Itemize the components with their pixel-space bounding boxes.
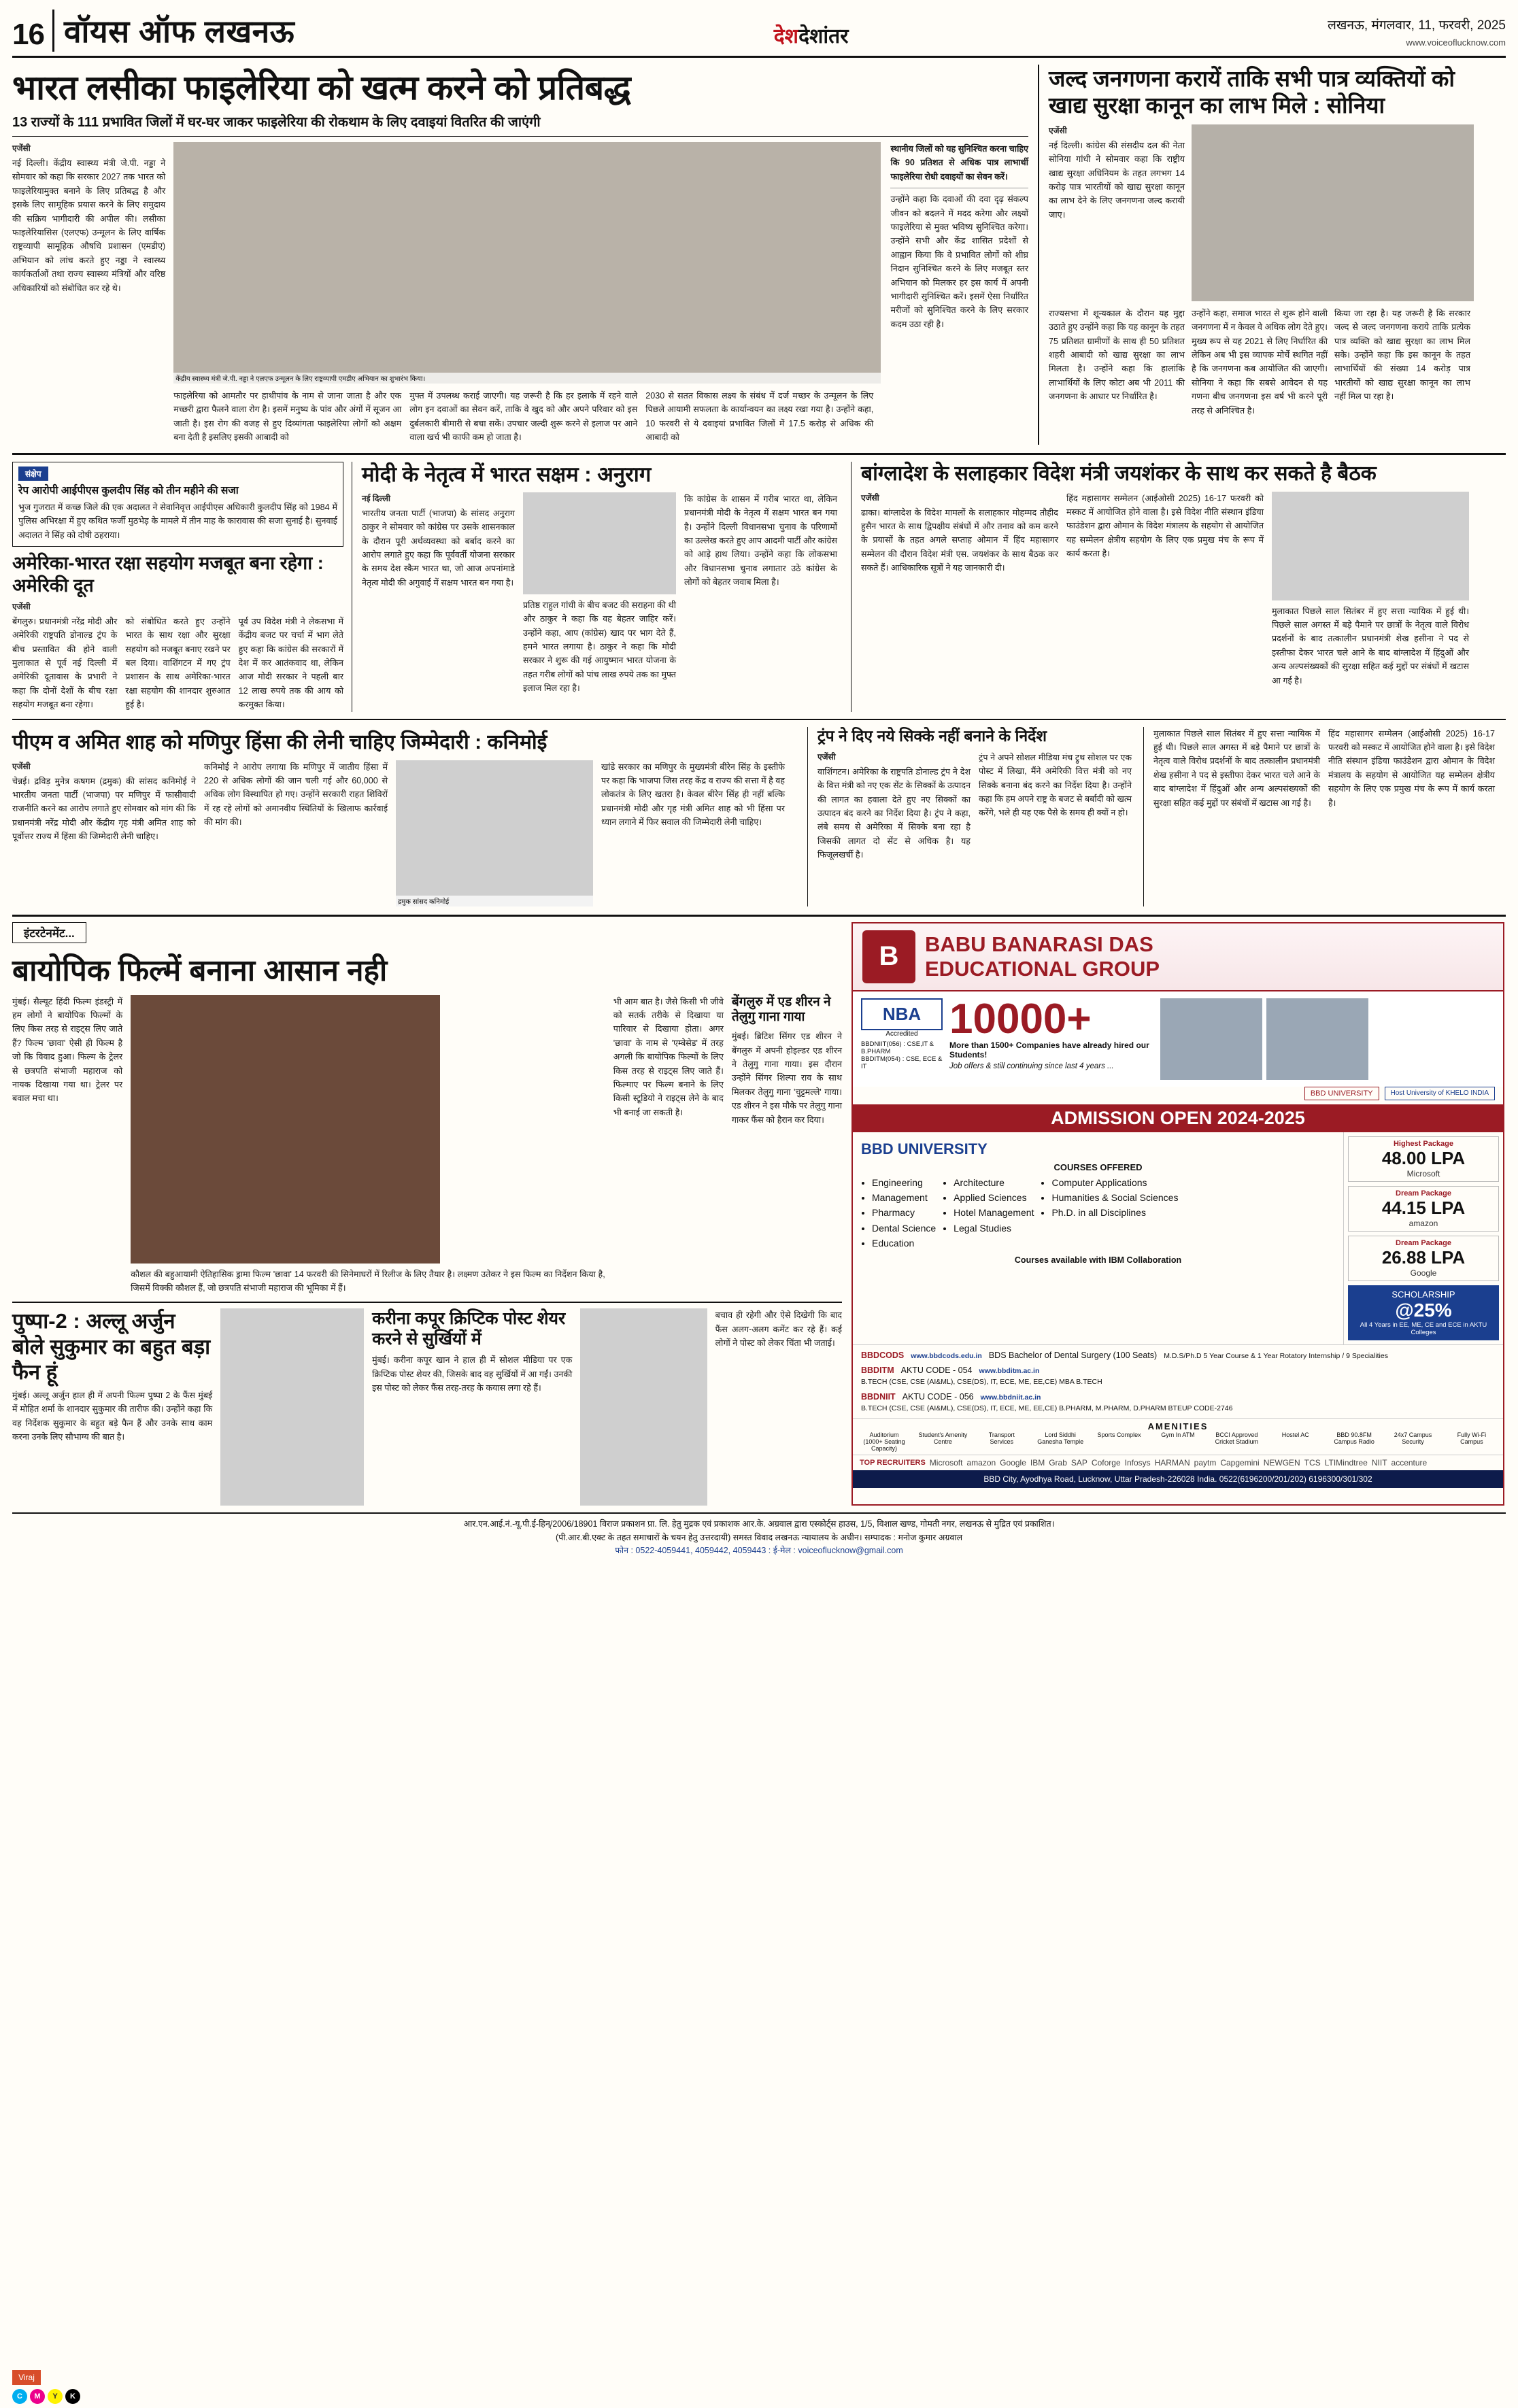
r2a-byline: एजेंसी bbox=[12, 601, 31, 611]
recruiter-item: paytm bbox=[1194, 1458, 1217, 1468]
course-item: • Computer Applications bbox=[1051, 1175, 1178, 1190]
recruiter-item: IBM bbox=[1030, 1458, 1045, 1468]
cmyk-m: M bbox=[30, 2389, 45, 2404]
college-codes bbox=[853, 1344, 1503, 1419]
ad-address: BBD City, Ayodhya Road, Lucknow, Uttar Pradesh-226028 India. bbox=[983, 1474, 1217, 1485]
job-offers-line: Job offers & still continuing since last 4 years ... bbox=[949, 1062, 1114, 1070]
lead-column-1 bbox=[12, 142, 165, 445]
r2c-byline: एजेंसी bbox=[861, 492, 879, 503]
nba-accreditation bbox=[861, 998, 943, 1080]
website-url[interactable]: www.voiceoflucknow.com bbox=[1406, 37, 1506, 48]
ent-c2: भी आम बात है। जैसे किसी भी जीवे को सतर्क तरीके से दिखाया या पारिवार से दिखाया होता। अगर 'छावा' के नाम से 'एम्बेसेड' में तरह अगली कि बायोपिक फिल्मों के लिए किस तरह से राइट्स लिए जाते हैं। फिल्माए पर फिल्म बनाने के लिए किसी स्टूडियो ने राइट्स लेने के बाद भी बनाई जा सकती है। bbox=[613, 996, 724, 1117]
r3b-c1: वाशिंगटन। अमेरिका के राष्ट्रपति डोनाल्ड ट्रंप ने देश के वित्त मंत्री को नए एक सेंट के सिक्कों के उत्पादन की लागत का हवाला देते हुए नए सिक्कों का उत्पादन बंद करने का निर्देश दिया है। ट्रंप ने कहा, लंबे समय से अमेरिका में सिक्के बना रहा है जिसकी लागत दो सेंट से अधिक है। यह फिजूलखर्ची है। bbox=[817, 766, 971, 860]
package-value: 26.88 LPA bbox=[1381, 1247, 1466, 1268]
r3b-c2: ट्रंप ने अपने सोशल मीडिया मंच ट्रुथ सोशल पर एक पोस्ट में लिखा, मैंने अमेरिकी वित्त मंत्री को नए सिक्के बनाना बंद करने का निर्देश दिया है। उन्होंने कहा कि हम अपने राष्ट्र के बजट से बर्बादी को खत्म करेंगे, भले ही यह एक पैसे के समय ही क्यों न हो। bbox=[979, 752, 1132, 818]
college-name: BBDITM bbox=[861, 1366, 894, 1376]
recruiter-item: SAP bbox=[1070, 1458, 1087, 1468]
scholarship-card bbox=[1348, 1285, 1499, 1340]
package-company: amazon bbox=[1409, 1218, 1438, 1228]
amenity-item: Fully Wi-Fi Campus bbox=[1457, 1431, 1487, 1446]
r2a-headline: अमेरिका-भारत रक्षा सहयोग मजबूत बना रहेगा : अमेरिकी दूत bbox=[12, 553, 324, 596]
nba-badge: NBA bbox=[861, 998, 943, 1030]
accred-line-2: BBDITM(054) : CSE, ECE & IT bbox=[861, 1055, 943, 1070]
bbd-logo-icon: B bbox=[862, 930, 915, 983]
lead-under3: 2030 से सतत विकास लक्ष्य के संबंध में दर्ज मच्छर के उन्मूलन के लिए पिछले आयामी सफलता के कार्यान्वयन का लक्ष्य रखा गया है। उन्होंने कहा, 10 फरवरी से ये दवाइयां प्रभावित जिलों में 17.5 करोड़ से अधिक की आबादी को bbox=[645, 391, 874, 443]
ent-headline: बायोपिक फिल्में बनाना आसान नही bbox=[12, 953, 388, 987]
r3a-c3: खांडे सरकार का मणिपुर के मुख्यमंत्री बीरेन सिंह के इस्तीफे पर कहा कि भाजपा जिस तरह केंद्र व राज्य की सत्ता में है वह लोकतंत्र के लिए खतरा है। केवल बीरेन सिंह ही नहीं बल्कि प्रधानमंत्री मोदी और गृह मंत्री अमित शाह को भी हिंसा पर ध्यान लगाने में फिर सवाल की जिम्मेदारी लेनी चाहिए। bbox=[601, 762, 785, 828]
us-india-defence-story bbox=[12, 462, 352, 712]
courses-column-3 bbox=[1041, 1175, 1178, 1251]
sankshep-tag: संक्षेप bbox=[18, 467, 48, 481]
amenity-item: Auditorium (1000+ Seating Capacity) bbox=[863, 1431, 905, 1453]
masthead-meta bbox=[1328, 16, 1506, 52]
sankshep-box bbox=[12, 462, 343, 547]
sonia-column-1 bbox=[1049, 124, 1185, 301]
scholarship-label: SCHOLARSHIP bbox=[1392, 1289, 1455, 1300]
r2c-c2: हिंद महासागर सम्मेलन (आईओसी 2025) 16-17 फरवरी को मस्कट में आयोजित होने वाला है। इसे विदेश नीति संस्थान इंडिया फाउंडेशन द्वारा ओमान के विदेश मंत्रालय के सहयोग से आयोजित यह सम्मेलन क्षेत्रीय सहयोग के लिए एक प्रमुख मंच के रूप में कार्य करता है। bbox=[1066, 493, 1264, 559]
recruiter-item: accenture bbox=[1391, 1458, 1428, 1468]
publication-title: वॉयस ऑफ लखनऊ bbox=[63, 14, 295, 49]
sonia-column-2 bbox=[1049, 307, 1185, 418]
pushpa-c2: मुंबई। करीना कपूर खान ने हाल ही में सोशल मीडिया पर एक क्रिप्टिक पोस्ट शेयर की, जिसके बाद वह सुर्खियों में आ गईं। उनकी इस पोस्ट को लेकर फैंस तरह-तरह के कयास लगा रहे हैं। bbox=[372, 1355, 573, 1393]
sonia-column-3 bbox=[1192, 307, 1328, 418]
trump-coins-story bbox=[817, 727, 1144, 906]
course-item: • Management bbox=[872, 1190, 936, 1205]
college-line: AKTU CODE - 056 bbox=[902, 1391, 974, 1402]
college-line: BDS Bachelor of Dental Surgery (100 Seats) bbox=[988, 1350, 1158, 1360]
pushpa-section bbox=[12, 1302, 842, 1506]
recruiter-item: Google bbox=[1000, 1458, 1026, 1468]
lead-right-kicker: स्थानीय जिलों को यह सुनिश्चित करना चाहिए कि 90 प्रतिशत से अधिक पात्र लाभार्थी फाइलेरिया रोधी दवाइयों का सेवन करें। bbox=[890, 144, 1028, 182]
row-three bbox=[12, 719, 1506, 906]
footer-line-2: (पी.आर.बी.एक्ट के तहत समाचारों के चयन हेतु उत्तरदायी) समस्त विवाद लखनऊ न्यायालय के अधीन। सम्पादक : मनोज कुमार अग्रवाल bbox=[555, 1532, 963, 1542]
chhaava-poster-photo bbox=[131, 995, 440, 1264]
course-item: • Applied Sciences bbox=[954, 1190, 1034, 1205]
cmyk-c: C bbox=[12, 2389, 27, 2404]
course-item: • Engineering bbox=[872, 1175, 936, 1190]
masthead bbox=[12, 10, 1506, 58]
entertainment-section bbox=[12, 915, 1506, 1506]
ad-highlights bbox=[853, 991, 1503, 1087]
r2a-c1: बेंगलुरु। प्रधानमंत्री नरेंद्र मोदी और अमेरिकी राष्ट्रपति डोनाल्ड ट्रंप के बीच प्रस्तावित की होने वाली मुलाकात से पूर्व नई दिल्ली में अमेरिकी दूतावास के प्रभारी ने कहा कि दोनों देशों के बीच रक्षा सहयोग मजबूत बना रहेगा। bbox=[12, 616, 118, 710]
placement-caption: More than 1500+ Companies have already hired our Students! bbox=[949, 1040, 1149, 1059]
package-card bbox=[1348, 1186, 1499, 1232]
r2c-headline: बांग्लादेश के सलाहकार विदेश मंत्री जयशंकर के साथ कर सकते है बैठक bbox=[861, 462, 1377, 485]
ad-header bbox=[853, 923, 1503, 991]
kanimozhi-photo-caption: द्रमुक सांसद कनिमोई bbox=[396, 896, 593, 906]
campus-photo-1 bbox=[1160, 998, 1262, 1080]
package-value: 48.00 LPA bbox=[1381, 1147, 1466, 1168]
sonia-c3: उन्होंने कहा, समाज भारत से शुरू होने वाली जनगणना में न केवल वे अधिक लोग देते हुए। मुख्य रूप से यह 2021 से लिए निर्धारित की लेकिन अब भी इस व्यापक मोर्चे स्थगित नहीं है कि जनगणना कब आयोजित की जाएगी। सोनिया ने कहा कि सबसे आवेदन से यह गणना बीच जनगणना इस वर्ष भी करने पूरी तरह से अनिश्चित है। bbox=[1192, 308, 1328, 416]
r2b-headline: मोदी के नेतृत्व में भारत सक्षम : अनुराग bbox=[362, 462, 652, 486]
r3b-headline: ट्रंप ने दिए नये सिक्के नहीं बनाने के निर्देश bbox=[817, 726, 1047, 745]
campus-photos bbox=[1160, 998, 1368, 1080]
khelo-india-badge: Host University of KHELO INDIA bbox=[1385, 1087, 1495, 1100]
ibm-collab-line: Courses available with IBM Collaboration bbox=[1014, 1255, 1182, 1265]
page-number: 16 bbox=[12, 18, 44, 51]
course-item: • Ph.D. in all Disciplines bbox=[1051, 1205, 1178, 1220]
admission-banner: ADMISSION OPEN 2024-2025 bbox=[853, 1104, 1503, 1132]
lead-photo-caption: केंद्रीय स्वास्थ्य मंत्री जे.पी. नड्डा ने एलएफ उन्मूलन के लिए राष्ट्रव्यापी एमडीए अभियान का शुभारंभ किया। bbox=[173, 373, 881, 384]
lead-right-column bbox=[890, 142, 1028, 445]
college-site[interactable]: www.bbdniit.ac.in bbox=[980, 1393, 1041, 1402]
package-company: Microsoft bbox=[1406, 1168, 1440, 1178]
courses-column-2 bbox=[943, 1175, 1034, 1251]
r3a-c2: कनिमोई ने आरोप लगाया कि मणिपुर में जातीय हिंसा में 220 से अधिक लोगों की जान चली गई और 60,000 से अधिक लोग विस्थापित हो गए। उन्होंने सरकारी राहत शिविरों में रह रहे लोगों को अमानवीय स्थितियों के खिलाफ कार्रवाई की मांग की। bbox=[204, 762, 388, 828]
course-item: • Legal Studies bbox=[954, 1221, 1034, 1236]
top-band bbox=[12, 65, 1506, 445]
r3a-headline: पीएम व अमित शाह को मणिपुर हिंसा की लेनी चाहिए जिम्मेदारी : कनिमोई bbox=[12, 730, 547, 753]
sonia-photo bbox=[1192, 124, 1474, 301]
kareena-kapoor-photo bbox=[580, 1308, 707, 1506]
row-two bbox=[12, 453, 1506, 712]
course-item: • Education bbox=[872, 1236, 936, 1251]
course-item: • Dental Science bbox=[872, 1221, 936, 1236]
r2a-c3: पूर्व उप विदेश मंत्री ने लेकसभा में केंद्रीय बजट पर चर्चा में भाग लेते हुए कहा कि कांग्रेस की सरकारों में देश में कर आतंकवाद था, लेकिन आज मोदी सरकार ने पहली बार 12 लाख रुपये तक की आय को करमुक्त किया। bbox=[238, 616, 343, 710]
sonia-c4: किया जा रहा है। यह जरूरी है कि सरकार जल्द से जल्द जनगणना कराये ताकि प्रत्येक पात्र व्यक्ति को खाद्य सुरक्षा का लाभ मिल सके। उन्होंने कहा कि इस कानून के तहत लाभार्थियों की संख्या 14 करोड़ पात्र भारतीयों को खाद्य सुरक्षा कानून का लाभ नहीं मिल पा रहा है। bbox=[1334, 308, 1470, 402]
pushpa-headline: पुष्पा-2 : अल्लू अर्जुन बोले सुकुमार का बहुत बड़ा फैन हूं bbox=[12, 1309, 211, 1384]
lead-under1: फाइलेरिया को आमतौर पर हाथीपांव के नाम से जाना जाता है और एक मच्छरी द्वारा फैलने वाला रोग है। इसमें मनुष्य के पांव और अंगों में सूजन आ जाती है। इस रोग की वजह से हुए दिव्यांगता फाइलेरिया लोगों को अक्षम बना देती है इसलिए इसकी आबादी को bbox=[173, 391, 402, 443]
entertainment-left bbox=[12, 922, 842, 1506]
amenity-item: Transport Services bbox=[988, 1431, 1015, 1446]
viraj-logo-icon: Viraj bbox=[12, 2370, 41, 2385]
kanimozhi-story bbox=[12, 727, 808, 906]
amenity-item: Student's Amenity Centre bbox=[918, 1431, 968, 1446]
dateline: लखनऊ, मंगलवार, 11, फरवरी, 2025 bbox=[1328, 18, 1506, 33]
lead-story bbox=[12, 65, 1039, 445]
college-name: BBDNIIT bbox=[861, 1391, 896, 1402]
ad-group-sub: EDUCATIONAL GROUP bbox=[925, 956, 1160, 981]
recruiter-item: Capgemini bbox=[1220, 1458, 1260, 1468]
recruiter-item: Coforge bbox=[1091, 1458, 1121, 1468]
sonia-story bbox=[1049, 65, 1484, 445]
recruiter-item: Infosys bbox=[1124, 1458, 1151, 1468]
r2b-c3: कि कांग्रेस के शासन में गरीब भारत था, लेकिन प्रधानमंत्री मोदी के नेतृत्व में सक्षम भारत बन गया है। उन्होंने दिल्ली विधानसभा चुनाव के परिणामों का उल्लेख करते हुए आप आदमी पार्टी और कांग्रेस को आड़े हाथ लिया। उन्होंने कहा कि लोकसभा और विधानसभा चुनाव लगातार उठे कांग्रेस के लोगों को बेहतर जवाब मिला है। bbox=[684, 494, 837, 588]
r2b-byline: नई दिल्ली bbox=[362, 493, 391, 503]
r2b-c2: प्रतिष्ठ राहुल गांधी के बीच बजट की सराहना की थी और ठाकुर ने कहा कि वह बेहतर जाहिर करें। उन्होंने कहा, आप (कांग्रेस) खाद पर भाग देते हैं, हमने भारत लगाया है। ठाकुर ने कहा कि मोदी सरकार ने शुरू की गई आयुष्मान भारत योजना के तहत गरीब लोगों को पांच लाख रुपये तक का मुफ्त इलाज मिल रहा है। bbox=[523, 600, 676, 694]
ent-col-3 bbox=[732, 995, 842, 1295]
sankshep-body: भुज गुजरात में कच्छ जिले की एक अदालत ने सेवानिवृत्त आईपीएस अधिकारी कुलदीप सिंह को 1984 में पुलिस अभिरक्षा में हुए कथित फर्जी मुठभेड़ के मामले में तीन माह के कारावास की सजा सुनाई है। सुनवाई अदालत ने सिंह को दोषी ठहराया। bbox=[18, 502, 337, 540]
packages-block bbox=[1343, 1132, 1503, 1344]
accred-line-1: BBDNIIT(056) : CSE,IT & B.PHARM bbox=[861, 1040, 934, 1055]
kareena-headline: करीना कपूर क्रिप्टिक पोस्ट शेयर करने से सुर्खियों में bbox=[372, 1309, 566, 1349]
ent-photo-wrap bbox=[131, 995, 605, 1295]
ed-sheeran-headline: बेंगलुरु में एड शीरन ने तेलुगु गाना गाया bbox=[731, 994, 831, 1025]
r2b-c1: भारतीय जनता पार्टी (भाजपा) के सांसद अनुराग ठाकुर ने सोमवार को कांग्रेस पर उसके शासनकाल के दौरान पूरी अर्थव्यवस्था को बर्बाद करने का आरोप लगाते हुए कहा कि पूर्ववर्ती योजना सरकार के समय देश स्कैम भारत था, जो आज अपनांमाडे नेतृत्व मोदी की अगुवाई में सक्षम भारत बन गया है। bbox=[362, 508, 515, 588]
anurag-story bbox=[362, 462, 851, 712]
bbd-university-badge: BBD UNIVERSITY bbox=[1304, 1087, 1379, 1100]
lead-col1-text: नई दिल्ली। केंद्रीय स्वास्थ्य मंत्री जे.पी. नड्डा ने सोमवार को कहा कि सरकार 2027 तक भारत को फाइलेरियामुक्त बनाने के लिए प्रतिबद्ध है और इसके लिए सामूहिक प्रयास करने के लिए समुदाय की सक्रिय भागीदारी की अपील की। लसीका फाइलेरियासिस (एलएफ) उन्मूलन के लिए वार्षिक राष्ट्रव्यापी सामूहिक औषधि प्रशासन (एमडीए) अभियान को लांच करते हुए नड्डा ने स्वास्थ्य कार्यकर्ताओं तथा राज्य स्वास्थ्य मंत्रियों और वरिष्ठ अधिकारियों को संबोधित कर रहे थे। bbox=[12, 158, 166, 293]
lead-headline: भारत लसीका फाइलेरिया को खत्म करने को प्रतिबद्ध bbox=[12, 69, 631, 107]
r3c-c2: हिंद महासागर सम्मेलन (आईओसी 2025) 16-17 फरवरी को मस्कट में आयोजित होने वाला है। इसे विदेश नीति संस्थान इंडिया फाउंडेशन द्वारा ओमान के विदेश मंत्रालय के सहयोग से आयोजित यह सम्मेलन क्षेत्रीय सहयोग के लिए एक प्रमुख मंच के रूप में कार्य करता है। bbox=[1328, 728, 1495, 808]
lead-photo bbox=[173, 142, 881, 384]
package-label: Dream Package bbox=[1396, 1238, 1451, 1247]
r3b-byline: एजेंसी bbox=[817, 751, 836, 762]
lead-byline: एजेंसी bbox=[12, 143, 31, 153]
footer-line-1: आर.एन.आई.नं.-यू.पी.ई-हिन्/2006/18901 विराज प्रकाशन प्रा. लि. हेतु मुद्रक एवं प्रकाशक आर.के. अग्रवाल द्वारा एस्कोर्ट्स हाउस, 1/5, विशाल खण्ड, गोमती नगर, लखनऊ से मुद्रित एवं प्रकाशित। bbox=[463, 1519, 1055, 1529]
courses-offered-title: COURSES OFFERED bbox=[1053, 1161, 1143, 1172]
pushpa-c1: मुंबई। अल्लू अर्जुन हाल ही में अपनी फिल्म पुष्पा 2 के फैंस मुंबई में मोहित शर्मा के शानदार सुकुमार की तारीफ की। उन्होंने कहा कि वह निर्देशक सुकुमार के बहुत बड़े फैन हैं और उनके साथ काम करना उनके लिए सौभाग्य की बात है। bbox=[12, 1390, 213, 1442]
amenities-block bbox=[853, 1418, 1503, 1455]
recruiter-item: Microsoft bbox=[929, 1458, 963, 1468]
ent-col-2 bbox=[613, 995, 724, 1295]
college-site[interactable]: www.bbdcods.edu.in bbox=[911, 1351, 982, 1360]
nba-sub: Accredited bbox=[885, 1030, 918, 1038]
amenity-item: Gym In ATM bbox=[1161, 1431, 1195, 1439]
lead-under2: मुफ्त में उपलब्ध कराई जाएगी। यह जरूरी है कि हर इलाके में रहने वाले लोग इन दवाओं का सेवन करें, ताकि वे खुद को और अपने परिवार को इस दुर्बलकारी बीमारी से बचा सकें। उपचार जल्दी शुरू करने से इलाज पर आने वाला खर्च भी काफी कम हो जाता है। bbox=[409, 391, 638, 443]
r3a-byline: एजेंसी bbox=[12, 761, 31, 771]
course-item: • Architecture bbox=[954, 1175, 1034, 1190]
package-card bbox=[1348, 1136, 1499, 1182]
lead-middle bbox=[173, 142, 882, 445]
college-site[interactable]: www.bbditm.ac.in bbox=[979, 1367, 1040, 1376]
amenity-item: BCCI Approved Cricket Stadium bbox=[1215, 1431, 1259, 1446]
scholarship-value: @25% bbox=[1395, 1299, 1452, 1321]
college-extra: B.TECH (CSE, CSE (AI&ML), CSE(DS), IT, ECE, ME, EE,CE) B.PHARM, M.PHARM, D.PHARM BTEUP CODE-2746 bbox=[861, 1404, 1233, 1412]
cmyk-y: Y bbox=[48, 2389, 63, 2404]
row3-overflow bbox=[1153, 727, 1500, 906]
package-value: 44.15 LPA bbox=[1381, 1197, 1466, 1218]
sonia-headline: जल्द जनगणना करायें ताकि सभी पात्र व्यक्तियों को खाद्य सुरक्षा कानून का लाभ मिले : सोनिया bbox=[1049, 66, 1455, 118]
r2a-c2: को संबोधित करते हुए उन्होंने भारत के साथ रक्षा और सुरक्षा सहयोग को मजबूत बनाए रखने पर बल दिया। वाशिंगटन में गए ट्रंप प्रशासन के साथ अमेरिका-भारत रक्षा सहयोग की शानदार शुरुआत हुई है। bbox=[125, 616, 231, 710]
recruiter-item: LTIMindtree bbox=[1324, 1458, 1368, 1468]
college-extra: M.D.S/Ph.D 5 Year Course & 1 Year Rotatory Internship / 9 Specialities bbox=[1164, 1351, 1388, 1360]
cmyk-registration-marks bbox=[12, 2389, 80, 2404]
recruiter-item: Grab bbox=[1049, 1458, 1067, 1468]
r3a-c1: चेन्नई। द्रविड़ मुनेत्र कषगम (द्रमुक) की सांसद कनिमोई ने भारतीय जनता पार्टी (भाजपा) पर मणिपुर में फासीवादी राजनीति करने का आरोप लगाते हुए सोमवार को मांग की कि प्रधानमंत्री नरेंद्र मोदी और केंद्रीय गृह मंत्री अमित शाह को पूर्वोत्तर राज्य में हिंसा की जिम्मेदारी लेनी चाहिए। bbox=[12, 776, 196, 842]
course-item: • Hotel Management bbox=[954, 1205, 1034, 1220]
college-extra: B.TECH (CSE, CSE (AI&ML), CSE(DS), IT, ECE, ME, EE,CE) MBA B.TECH bbox=[861, 1378, 1102, 1387]
sonia-c2: राज्यसभा में शून्यकाल के दौरान यह मुद्दा उठाते हुए उन्होंने कहा कि यह कानून के तहत 75 प्रतिशत ग्रामीणों के साथ ही 50 प्रतिशत शहरी आबादी को खाद्य सुरक्षा का लाभ मिलता है। उन्होंने कहा कि हालांकि लाभार्थियों के लिए कोटा अब भी 2011 की जनगणना के आधार पर निर्धारित है। bbox=[1049, 308, 1185, 402]
allu-arjun-photo bbox=[220, 1308, 364, 1506]
lead-right-text: उन्होंने कहा कि दवाओं की दवा दृढ़ संकल्प जीवन को बदलने में मदद करेगा और लक्ष्यों फाइलेरिया से मुक्त भविष्य सुनिश्चित करेगा। उन्होंने सभी और केंद्र शासित प्रदेशों से आह्वान किया कि वे प्रभावित लोगों को शीघ्र निदान सुनिश्चित करने के लिए मजबूत स्तर अभियान को मिलकर हर इस कार्य में अपनी भागीदारी सुनिश्चित करें। इसमें ऐसा निर्धारित मरीजों को सुनिश्चित करने के लिए सरकार कदम उठा रही है। bbox=[890, 194, 1028, 329]
ad-group-name: BABU BANARASI DAS bbox=[925, 932, 1153, 956]
amenity-item: 24x7 Campus Security bbox=[1394, 1431, 1432, 1446]
bangladesh-story bbox=[861, 462, 1494, 712]
printer-logo bbox=[12, 2370, 41, 2385]
amenities-title: AMENITIES bbox=[1147, 1421, 1209, 1432]
package-card bbox=[1348, 1236, 1499, 1281]
ad-phones: 0522(6196200/201/202) 6196300/301/302 bbox=[1219, 1474, 1372, 1485]
sonia-byline: एजेंसी bbox=[1049, 125, 1067, 135]
college-line: AKTU CODE - 054 bbox=[900, 1366, 973, 1376]
courses-column-1 bbox=[861, 1175, 936, 1251]
recruiter-item: NIIT bbox=[1371, 1458, 1387, 1468]
recruiter-item: amazon bbox=[966, 1458, 996, 1468]
recruiter-item: TCS bbox=[1304, 1458, 1321, 1468]
scholarship-note: All 4 Years in EE, ME, CE and ECE in AKTU Colleges bbox=[1360, 1321, 1487, 1336]
course-item: • Pharmacy bbox=[872, 1205, 936, 1220]
ent-col-1 bbox=[12, 995, 122, 1295]
entertainment-tag: इंटरटेनमेंट... bbox=[12, 922, 86, 943]
package-label: Dream Package bbox=[1396, 1189, 1451, 1198]
jaishankar-photo bbox=[1272, 492, 1469, 600]
recruiter-item: HARMAN bbox=[1154, 1458, 1190, 1468]
campus-photo-2 bbox=[1266, 998, 1368, 1080]
sankshep-title: रेप आरोपी आईपीएस कुलदीप सिंह को तीन महीने की सजा bbox=[18, 484, 239, 496]
sonia-c1: नई दिल्ली। कांग्रेस की संसदीय दल की नेता सोनिया गांधी ने सोमवार कहा कि राष्ट्रीय खाद्य सुरक्षा अधिनियम के तहत लगभग 14 करोड़ पात्र भारतीयों को खाद्य सुरक्षा कानून का लाभ देने के लिए जनगणना जल्द करायी जाए। bbox=[1049, 140, 1185, 220]
package-label: Highest Package bbox=[1393, 1139, 1454, 1148]
page-footer bbox=[12, 1512, 1506, 1557]
bbd-advertisement[interactable] bbox=[851, 922, 1504, 1506]
bbd-university-title: BBD UNIVERSITY bbox=[861, 1140, 988, 1157]
package-company: Google bbox=[1410, 1268, 1437, 1278]
sonia-column-4 bbox=[1334, 307, 1470, 418]
recruiters-label: TOP RECRUITERS bbox=[860, 1459, 926, 1468]
section-title-red: देश bbox=[773, 25, 799, 48]
amenity-item: Hostel AC bbox=[1281, 1431, 1309, 1439]
ent-c4: मुंबई। ब्रिटिश सिंगर एड शीरन ने बेंगलुरु में अपनी होइल्डर एड शीरन ने तेलुगु गाना गाया। इस दौरान उन्होंने सिंगर शिल्पा राव के साथ मिलकर तेलुगु गाना 'चुट्टमल्ले' गाया। एड शीरन ने इस मौके पर तेलुगु गाना गाकर फैंस को हैरान कर दिया। bbox=[731, 1032, 842, 1125]
pushpa-c3: बचाव ही रहेगी और ऐसे दिखेगी कि बाद फैंस अलग-अलग कमेंट कर रहे हैं। कई लोगों ने पोस्ट को लेकर चिंता भी जताई। bbox=[715, 1310, 842, 1349]
kanimozhi-photo bbox=[396, 760, 593, 906]
course-item: • Humanities & Social Sciences bbox=[1051, 1190, 1178, 1205]
section-title bbox=[294, 21, 1328, 52]
lead-subhead: 13 राज्यों के 111 प्रभावित जिलों में घर-घर जाकर फाइलेरिया की रोकथाम के लिए दवाइयां वितरित की जाएंगी bbox=[12, 112, 1028, 137]
amenity-item: Sports Complex bbox=[1097, 1431, 1141, 1439]
r2c-c1: ढाका। बांग्लादेश के विदेश मामलों के सलाहकार मोहम्मद तौहीद हुसैन भारत के साथ द्विपक्षीय संबंधों में और तनाव को कम करने के प्रयासों के तहत अगले सप्ताह ओमान में हिंद महासागर सम्मेलन की दौरान विदेश मंत्री एस. जयशंकर के साथ बैठक कर सकते हैं। आधिकारिक सूत्रों ने यह जानकारी दी। bbox=[861, 507, 1058, 573]
r2c-c3: मुलाकात पिछले साल सितंबर में हुए सत्ता न्यायिक में हुई थी। पिछले साल अगस्त में बड़े पैमाने पर छात्रों के नेतृत्व वाले विरोध प्रदर्शनों के बाद तत्कालीन प्रधानमंत्री शेख हसीना ने पद से इस्तीफा देकर भारत चले आने के बाद बांग्लादेश में हिंदुओं और अन्य अल्पसंख्यकों की सुरक्षा सहित कई मुद्दों पर संबंधों में खटास आ गई है। bbox=[1272, 606, 1469, 685]
amenity-item: Lord Siddhi Ganesha Temple bbox=[1037, 1431, 1084, 1446]
placement-count: 10000+ bbox=[949, 995, 1092, 1042]
recruiters-block bbox=[853, 1455, 1503, 1470]
ent-c3: कौशल की बहुआयामी ऐतिहासिक ड्रामा फिल्म 'छावा' 14 फरवरी की सिनेमाघरों में रिलीज के लिए तैयार है। लक्ष्मण उतेकर ने इस फिल्म का निर्देशन किया है, जिसमें विक्की कौशल हैं, जो छत्रपति संभाजी महाराज की भूमिका में हैं। bbox=[131, 1269, 605, 1293]
ent-c1: मुंबई। सैल्यूट हिंदी फिल्म इंडस्ट्री में हम लोगों ने बायोपिक फिल्मों के लिए किस तरह से राइट्स लिए जाते हैं? फिल्म 'छावा' ऐसी ही फिल्म है जो कि विवाद हुआ। फिल्म के ट्रेलर से छत्रपति संभाजी महाराज को नायक दिखाया गया था। ट्रेलर पर बवाल मचा था। bbox=[12, 996, 123, 1104]
masthead-divider bbox=[52, 10, 54, 52]
courses-block bbox=[853, 1132, 1343, 1344]
ad-footer bbox=[853, 1470, 1503, 1488]
amenity-item: BBD 90.8FM Campus Radio bbox=[1334, 1431, 1374, 1446]
anurag-photo bbox=[523, 492, 676, 594]
footer-line-3[interactable]: फोन : 0522-4059441, 4059442, 4059443 : ई-मेल : voiceoflucknow@gmail.com bbox=[615, 1546, 903, 1556]
college-name: BBDCODS bbox=[861, 1350, 905, 1360]
cmyk-k: K bbox=[65, 2389, 80, 2404]
r3c-c1: मुलाकात पिछले साल सितंबर में हुए सत्ता न्यायिक में हुई थी। पिछले साल अगस्त में बड़े पैमाने पर छात्रों के नेतृत्व वाले विरोध प्रदर्शनों के बाद तत्कालीन प्रधानमंत्री शेख हसीना ने पद से इस्तीफा देकर भारत चले आने के बाद बांग्लादेश में हिंदुओं और अन्य अल्पसंख्यकों की सुरक्षा सहित कई मुद्दों पर संबंधों में खटास आ गई है। bbox=[1153, 728, 1320, 808]
section-title-rest: देशांतर bbox=[798, 25, 849, 48]
recruiter-item: NEWGEN bbox=[1263, 1458, 1300, 1468]
